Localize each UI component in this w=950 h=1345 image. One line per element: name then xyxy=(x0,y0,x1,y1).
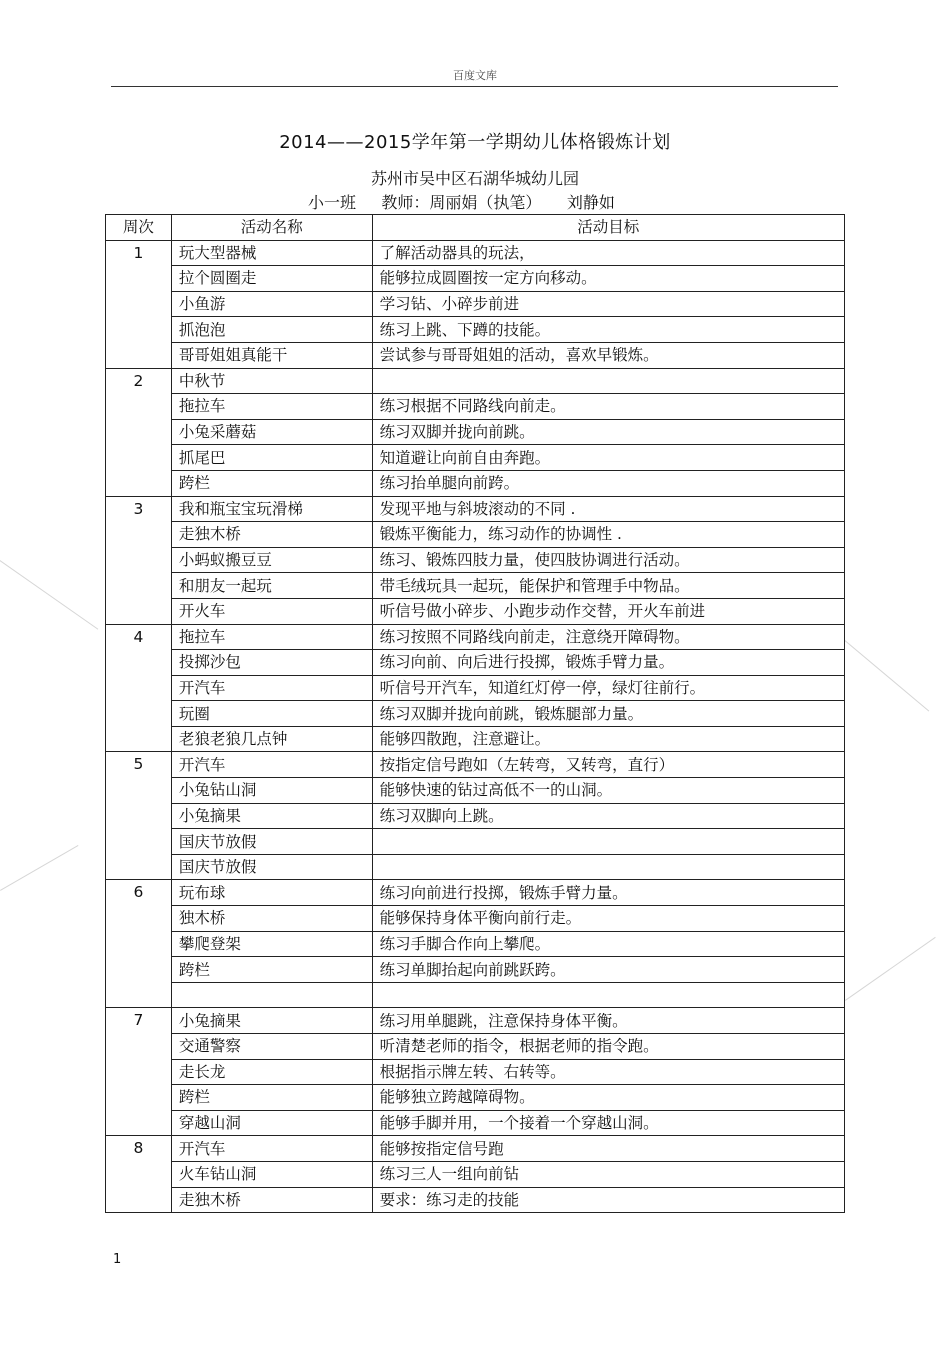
table-row xyxy=(106,650,845,676)
table-row xyxy=(106,266,845,292)
activity-goal: 能够手脚并用，一个接着一个穿越山洞。 xyxy=(372,1110,844,1136)
table-row xyxy=(106,624,845,650)
activity-name: 小鱼游 xyxy=(171,291,372,317)
activity-goal: 要求：练习走的技能 xyxy=(372,1187,844,1213)
week-group xyxy=(106,1008,845,1136)
activity-name: 走长龙 xyxy=(171,1059,372,1085)
activity-goal: 能够按指定信号跑 xyxy=(372,1136,844,1162)
activity-name: 独木桥 xyxy=(171,906,372,932)
week-group xyxy=(106,496,845,624)
table-row xyxy=(106,931,845,957)
activity-name: 抓尾巴 xyxy=(171,445,372,471)
table-row xyxy=(106,1085,845,1111)
activity-goal: 听信号开汽车，知道红灯停一停，绿灯往前行。 xyxy=(372,675,844,701)
activity-goal: 练习、锻炼四肢力量，使四肢协调进行活动。 xyxy=(372,547,844,573)
school-name: 苏州市吴中区石湖华城幼儿园 xyxy=(370,169,579,188)
activity-name: 开汽车 xyxy=(171,752,372,778)
table-row xyxy=(106,1187,845,1213)
activity-goal: 听信号做小碎步、小跑步动作交替，开火车前进 xyxy=(372,598,844,624)
week-number: 4 xyxy=(106,624,172,752)
watermark-stroke xyxy=(845,937,936,1001)
activity-name: 老狼老狼几点钟 xyxy=(171,726,372,752)
week-number: 3 xyxy=(106,496,172,624)
activity-name: 攀爬登架 xyxy=(171,931,372,957)
activity-name: 玩布球 xyxy=(171,880,372,906)
week-number: 2 xyxy=(106,368,172,496)
table-row xyxy=(106,496,845,522)
activity-name: 穿越山洞 xyxy=(171,1110,372,1136)
activity-name: 玩圈 xyxy=(171,701,372,727)
week-number: 7 xyxy=(106,1008,172,1136)
activity-name: 中秋节 xyxy=(171,368,372,394)
activity-goal: 练习双脚并拢向前跳。 xyxy=(372,419,844,445)
document-title: 2014——2015学年第一学期幼儿体格锻炼计划 xyxy=(279,132,671,153)
activity-goal: 学习钻、小碎步前进 xyxy=(372,291,844,317)
week-group xyxy=(106,1136,845,1213)
table-row xyxy=(106,1034,845,1060)
activity-name: 开火车 xyxy=(171,598,372,624)
watermark-stroke xyxy=(0,845,78,891)
activity-name: 交通警察 xyxy=(171,1034,372,1060)
activity-goal: 能够拉成圆圈按一定方向移动。 xyxy=(372,266,844,292)
activity-goal: 发现平地与斜坡滚动的不同 . xyxy=(372,496,844,522)
week-group xyxy=(106,368,845,496)
table-row xyxy=(106,854,845,880)
activity-goal: 练习上跳、下蹲的技能。 xyxy=(372,317,844,343)
activity-goal: 了解活动器具的玩法， xyxy=(372,240,844,266)
table-row xyxy=(106,1161,845,1187)
header-week: 周次 xyxy=(106,215,172,241)
table-row xyxy=(106,1110,845,1136)
activity-goal: 练习向前、向后进行投掷，锻炼手臂力量。 xyxy=(372,650,844,676)
table-row xyxy=(106,342,845,368)
week-group xyxy=(106,880,845,1008)
activity-name: 抓泡泡 xyxy=(171,317,372,343)
activity-goal xyxy=(372,854,844,880)
table-row xyxy=(106,675,845,701)
activity-name: 小兔钻山洞 xyxy=(171,778,372,804)
activity-goal: 锻炼平衡能力，练习动作的协调性 . xyxy=(372,522,844,548)
activity-goal: 知道避让向前自由奔跑。 xyxy=(372,445,844,471)
activity-name: 走独木桥 xyxy=(171,1187,372,1213)
activity-goal: 能够四散跑，注意避让。 xyxy=(372,726,844,752)
table-row xyxy=(106,291,845,317)
watermark-stroke xyxy=(844,640,929,711)
header-rule xyxy=(111,86,838,87)
activity-goal xyxy=(372,368,844,394)
activity-goal: 练习向前进行投掷，锻炼手臂力量。 xyxy=(372,880,844,906)
activity-name: 玩大型器械 xyxy=(171,240,372,266)
table-row xyxy=(106,573,845,599)
activity-goal: 听清楚老师的指令，根据老师的指令跑。 xyxy=(372,1034,844,1060)
activity-goal: 按指定信号跑如（左转弯，又转弯，直行） xyxy=(372,752,844,778)
table-row xyxy=(106,701,845,727)
header-activity: 活动名称 xyxy=(171,215,372,241)
activity-goal: 能够保持身体平衡向前行走。 xyxy=(372,906,844,932)
table-row xyxy=(106,419,845,445)
activity-goal: 尝试参与哥哥姐姐的活动，喜欢早锻炼。 xyxy=(372,342,844,368)
activity-goal: 练习手脚合作向上攀爬。 xyxy=(372,931,844,957)
activity-name: 小兔摘果 xyxy=(171,1008,372,1034)
activity-goal: 练习用单腿跳，注意保持身体平衡。 xyxy=(372,1008,844,1034)
activity-goal: 练习按照不同路线向前走，注意绕开障碍物。 xyxy=(372,624,844,650)
activity-goal: 能够独立跨越障碍物。 xyxy=(372,1085,844,1111)
activity-name: 小兔摘果 xyxy=(171,803,372,829)
table-row xyxy=(106,726,845,752)
activity-name: 拖拉车 xyxy=(171,624,372,650)
activity-name: 开汽车 xyxy=(171,1136,372,1162)
table-row xyxy=(106,906,845,932)
activity-goal xyxy=(372,982,844,1008)
week-group xyxy=(106,240,845,368)
table-row xyxy=(106,778,845,804)
table-row xyxy=(106,1136,845,1162)
activity-name: 跨栏 xyxy=(171,1085,372,1111)
table-row xyxy=(106,368,845,394)
activity-name: 哥哥姐姐真能干 xyxy=(171,342,372,368)
table-row xyxy=(106,982,845,1008)
activity-name: 我和瓶宝宝玩滑梯 xyxy=(171,496,372,522)
week-number: 5 xyxy=(106,752,172,880)
page-number: 1 xyxy=(113,1252,122,1267)
activity-goal: 练习单脚抬起向前跳跃跨。 xyxy=(372,957,844,983)
table-row xyxy=(106,547,845,573)
activity-name: 跨栏 xyxy=(171,957,372,983)
activity-name xyxy=(171,982,372,1008)
activity-name: 和朋友一起玩 xyxy=(171,573,372,599)
table-row xyxy=(106,880,845,906)
activity-goal: 带毛绒玩具一起玩，能保护和管理手中物品。 xyxy=(372,573,844,599)
table-row xyxy=(106,522,845,548)
activity-name: 拉个圆圈走 xyxy=(171,266,372,292)
activity-name: 小兔采蘑菇 xyxy=(171,419,372,445)
week-number: 1 xyxy=(106,240,172,368)
activity-name: 走独木桥 xyxy=(171,522,372,548)
exercise-plan-table xyxy=(105,214,845,1213)
week-group xyxy=(106,752,845,880)
page-header-source: 百度文库 xyxy=(453,69,497,82)
table-row xyxy=(106,394,845,420)
table-row xyxy=(106,829,845,855)
activity-goal: 练习双脚并拢向前跳，锻炼腿部力量。 xyxy=(372,701,844,727)
week-group xyxy=(106,624,845,752)
table-row xyxy=(106,445,845,471)
table-header-row xyxy=(106,215,845,241)
activity-name: 火车钻山洞 xyxy=(171,1161,372,1187)
activity-goal: 练习双脚向上跳。 xyxy=(372,803,844,829)
activity-goal xyxy=(372,829,844,855)
header-goal: 活动目标 xyxy=(372,215,844,241)
table-row xyxy=(106,317,845,343)
week-number: 8 xyxy=(106,1136,172,1213)
table-row xyxy=(106,1059,845,1085)
activity-name: 开汽车 xyxy=(171,675,372,701)
table-row xyxy=(106,803,845,829)
activity-goal: 练习抬单腿向前跨。 xyxy=(372,470,844,496)
activity-goal: 练习三人一组向前钻 xyxy=(372,1161,844,1187)
class-teacher-line: 小一班 教师：周丽娟（执笔） 刘静如 xyxy=(308,193,615,212)
activity-name: 拖拉车 xyxy=(171,394,372,420)
table-row xyxy=(106,752,845,778)
table-row xyxy=(106,1008,845,1034)
activity-name: 跨栏 xyxy=(171,470,372,496)
table-row xyxy=(106,598,845,624)
activity-name: 国庆节放假 xyxy=(171,829,372,855)
activity-name: 投掷沙包 xyxy=(171,650,372,676)
table-row xyxy=(106,957,845,983)
activity-goal: 根据指示牌左转、右转等。 xyxy=(372,1059,844,1085)
activity-name: 国庆节放假 xyxy=(171,854,372,880)
activity-goal: 练习根据不同路线向前走。 xyxy=(372,394,844,420)
table-row xyxy=(106,240,845,266)
week-number: 6 xyxy=(106,880,172,1008)
watermark-stroke xyxy=(0,560,98,630)
activity-name: 小蚂蚁搬豆豆 xyxy=(171,547,372,573)
activity-goal: 能够快速的钻过高低不一的山洞。 xyxy=(372,778,844,804)
table-row xyxy=(106,470,845,496)
